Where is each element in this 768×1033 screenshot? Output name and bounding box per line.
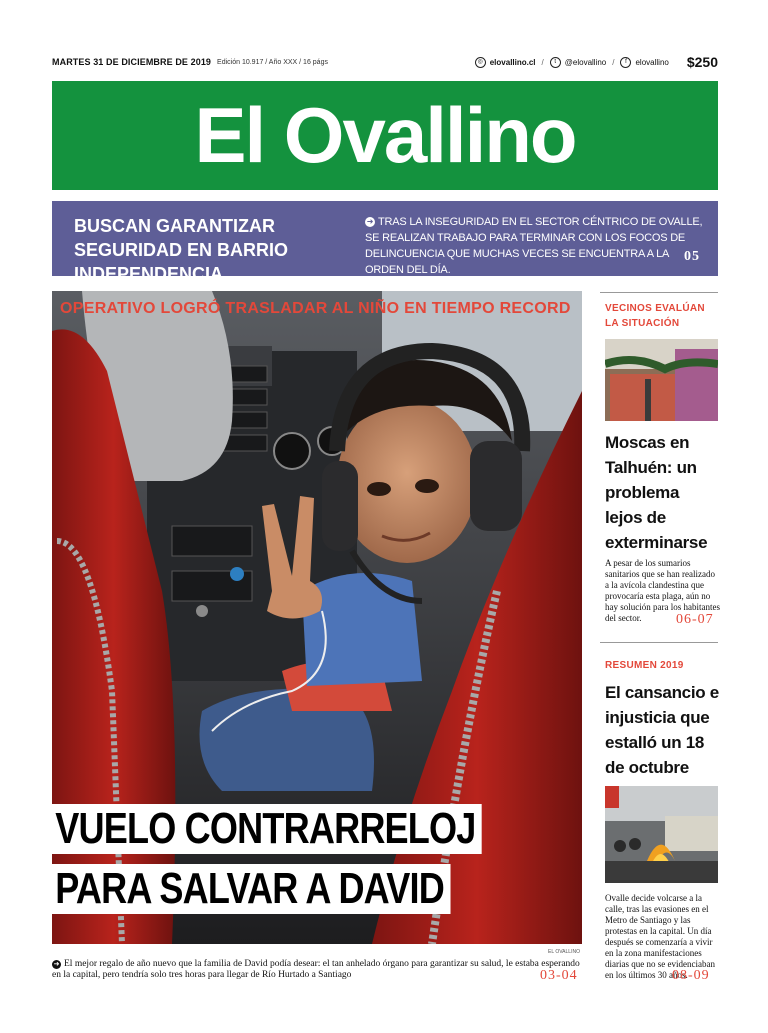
banner-text-block (365, 214, 705, 278)
twitter-icon: t (550, 57, 561, 68)
masthead (52, 81, 718, 190)
arrow-right-icon: ➜ (53, 960, 60, 968)
issue-date: MARTES 31 DE DICIEMBRE DE 2019 (52, 57, 212, 67)
facebook-handle[interactable]: elovallino (635, 57, 669, 67)
story2-headline[interactable]: El cansancio e injusticia que estalló un 18 de octubre (605, 683, 719, 777)
photo-credit: EL OVALLINO (548, 949, 580, 955)
top-info-bar (52, 54, 718, 70)
contact-links (475, 54, 718, 70)
story2-photo (605, 786, 718, 883)
banner-page-number: 05 (684, 249, 700, 264)
top-banner[interactable] (52, 201, 718, 284)
banner-headline: BUSCAN GARANTIZAR SEGURIDAD EN BARRIO INDEPENDENCIA (74, 216, 289, 284)
divider: / (612, 57, 615, 67)
sidebar-divider (600, 292, 718, 293)
caption-text: El mejor regalo de año nuevo que la familia de David podía desear: el tan anhelado órgano para garantizar su salud, le estaba esperando en la capital, pero tendría solo tres horas para llegar de Río Hurtado a Santiago (52, 959, 580, 980)
story1-kicker-line2: LA SITUACIÓN (605, 318, 680, 329)
story1-headline[interactable]: Moscas en Talhuén: un problema lejos de exterminarse (605, 433, 708, 552)
story2-page-numbers: 08-09 (672, 968, 710, 983)
story1-body: A pesar de los sumarios sanitarios que se han realizado a la avícola clandestina que provocaría esta plaga, aún no hay solución para los habitantes del sector. (605, 558, 720, 623)
globe-icon: ◎ (475, 57, 486, 68)
website-link[interactable]: elovallino.cl (489, 57, 536, 67)
protest-photo (605, 786, 718, 883)
facebook-icon: f (620, 57, 631, 68)
story2-body: Ovalle decide volcarse a la calle, tras las evasiones en el Metro de Santiago y las protestas en la capital. Un día después se comenzaría a vivir en la zona manifestaciones diarias que no se evidenciaban en los últimos 30 años. (605, 893, 715, 980)
main-caption (52, 959, 582, 981)
twitter-handle[interactable]: @elovallino (564, 57, 607, 67)
main-headline-line1[interactable]: VUELO CONTRARRELOJ (52, 804, 482, 854)
main-kicker: OPERATIVO LOGRÓ TRASLADAR AL NIÑO EN TIEMPO RECORD (60, 300, 571, 317)
store-photo (605, 339, 718, 421)
sidebar-divider (600, 642, 718, 643)
story1-page-numbers: 06-07 (676, 612, 714, 627)
divider: / (541, 57, 544, 67)
arrow-right-icon: ➜ (366, 217, 374, 226)
main-headline-line2[interactable]: PARA SALVAR A DAVID (52, 864, 450, 914)
main-page-numbers: 03-04 (540, 968, 578, 983)
banner-text: TRAS LA INSEGURIDAD EN EL SECTOR CÉNTRICO DE OVALLE, SE REALIZAN TRABAJO PARA TERMINAR CON LOS FOCOS DE DELINCUENCIA QUE MUCHAS VECES SE ENCUENTRA A LA ORDEN DEL DÍA. (365, 216, 703, 276)
story2-kicker: RESUMEN 2019 (605, 660, 684, 671)
story1-photo (605, 339, 718, 421)
edition-info: Edición 10.917 / Año XXX / 16 págs (217, 58, 328, 66)
price: $250 (686, 54, 718, 70)
story1-kicker-line1: VECINOS EVALÚAN (605, 303, 705, 314)
newspaper-title: El Ovallino (194, 91, 576, 179)
